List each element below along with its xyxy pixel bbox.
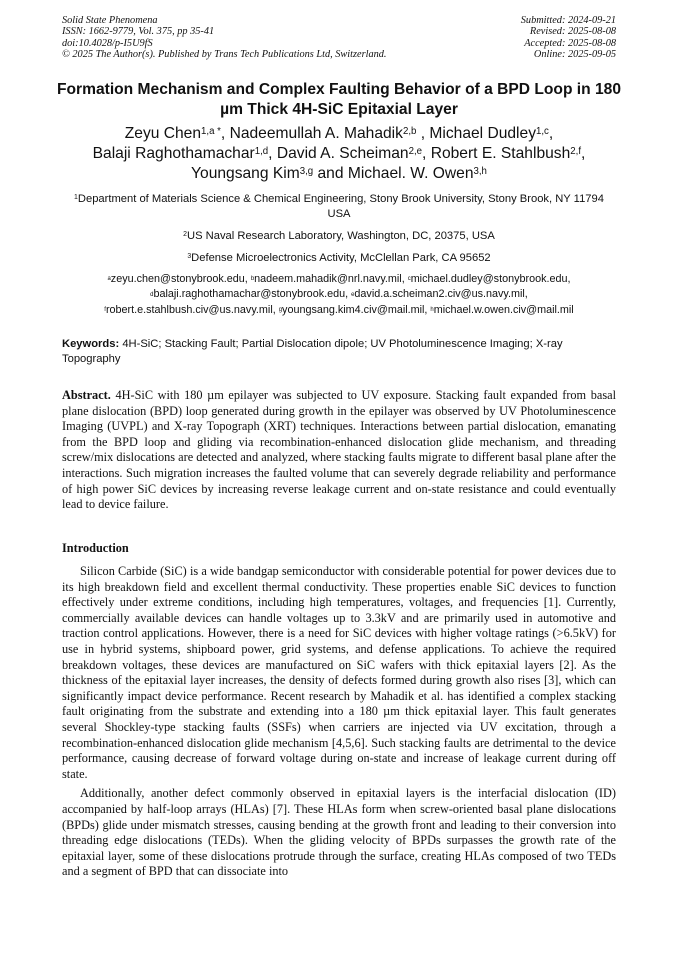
journal-header-right	[521, 15, 616, 61]
author: David A. Scheiman$^{2,e}$,	[276, 145, 431, 162]
submitted-date: Submitted: 2024-09-21	[520, 15, 616, 26]
email-link[interactable]: david.a.scheiman2.civ@us.navy.mil,	[354, 288, 528, 301]
introduction-body	[62, 564, 616, 880]
affiliation-3: $^3$Defense Microelectronics Activity, McClellan Park, CA 95652	[187, 252, 491, 264]
author: Nadeemullah A. Mahadik$^{2,b}$ ,	[229, 125, 430, 142]
affiliation-2: $^2$US Naval Research Laboratory, Washington, DC, 20375, USA	[183, 230, 495, 242]
email-link[interactable]: zeyu.chen@stonybrook.edu,	[110, 273, 251, 285]
email-link[interactable]: robert.e.stahlbush.civ@us.navy.mil,	[105, 303, 279, 316]
author: Michael. W. Owen$^{3,h}$	[347, 165, 487, 182]
keywords-text: 4H-SiC; Stacking Fault; Partial Dislocation dipole; UV Photoluminescence Imaging; X-ray Topography	[62, 338, 563, 366]
keywords-label: Keywords:	[62, 338, 120, 350]
keywords	[62, 337, 616, 368]
journal-doi: doi:10.4028/p-I5U9fS	[62, 37, 153, 49]
online-date: Online: 2025-09-05	[533, 49, 616, 61]
section-heading-introduction: Introduction	[62, 541, 129, 555]
email-link[interactable]: michael.w.owen.civ@mail.mil	[433, 303, 574, 316]
email-line: $^d$balaji.raghothamachar@stonybrook.edu, $^e$david.a.scheiman2.civ@us.navy.mil,	[150, 288, 528, 301]
abstract-label: Abstract.	[62, 388, 111, 402]
email-link[interactable]: nadeem.mahadik@nrl.navy.mil,	[254, 273, 408, 285]
email-line: $^f$robert.e.stahlbush.civ@us.navy.mil, $^g$youngsang.kim4.civ@mail.mil, $^h$michael.w.owen.civ@mail.mil	[104, 303, 574, 316]
email-link[interactable]: balaji.raghothamachar@stonybrook.edu,	[153, 288, 352, 301]
author: Balaji Raghothamachar$^{1,d}$,	[92, 145, 277, 162]
abstract-text: 4H-SiC with 180 µm epilayer was subjected to UV exposure. Stacking fault expanded from basal plane dislocation (BPD) loop generated during growth in the epilayer was observed by UV Photoluminescence Imaging (UVPL) and X-ray Topograph (XRT) techniques. Interactions between partial dislocation, emanating from the BPD loop and gliding via recombination-enhanced dislocation glide mechanism, and threading screw/mix dislocations are detected and analyzed, where stacking faults migrate to different basal plane after the interactions. Such migration increases the faulted volume that can severely degrade reliability and performance of high power SiC devices by increasing reverse leakage current and on-state resistance and could eventually lead to device failure.	[62, 388, 616, 512]
author: Zeyu Chen$^{1,a *}$,	[124, 125, 230, 142]
paragraph: Additionally, another defect commonly observed in epitaxial layers is the interfacial dislocation (ID) accompanied by half-loop arrays (HLAs) [7]. These HLAs form when screw-oriented basal plane dislocations (BPDs) glide under mismatch stresses, causing bending at the growth front and leading to their conversion into threading edge dislocations (TEDs). When the gliding velocity of BPDs surpasses the growth rate of the epitaxial layer, some of these dislocations protrude through the surface, creating HLAs composed of two TEDs and a segment of BPD that can dissociate into	[62, 786, 616, 879]
author: Michael Dudley$^{1,c}$,	[429, 125, 554, 142]
journal-issn: ISSN: 1662-9779, Vol. 375, pp 35-41	[62, 26, 215, 38]
email-line: $^a$zeyu.chen@stonybrook.edu, $^b$nadeem.mahadik@nrl.navy.mil, $^c$michael.dudley@stonybrook.edu,	[107, 273, 571, 285]
email-link[interactable]: youngsang.kim4.civ@mail.mil,	[282, 303, 431, 316]
journal-header-left	[62, 15, 386, 61]
author-list	[40, 124, 638, 184]
journal-name: Solid State Phenomena	[62, 15, 158, 26]
abstract	[62, 388, 616, 513]
author: Robert E. Stahlbush$^{2,f}$,	[430, 145, 586, 162]
author-emails	[62, 272, 616, 318]
accepted-date: Accepted: 2025-08-08	[524, 37, 616, 49]
email-link[interactable]: michael.dudley@stonybrook.edu,	[410, 273, 571, 285]
paragraph: Silicon Carbide (SiC) is a wide bandgap semiconductor with considerable potential for power devices due to its high breakdown field and excellent thermal conductivity. These properties enable SiC devices to function effectively under extreme conditions, including high temperatures, voltages, and frequencies [1]. Currently, commercially available devices can handle voltages up to 3.3kV and are primarily used in automotive and traction control applications. However, there is a need for SiC devices with higher voltage ratings (>6.5kV) for use in hybrid systems, shipboard power, grid systems, and defense applications. To achieve the required breakdown voltages, these devices are manufactured on SiC wafers with thick epitaxial layers [2]. As the thickness of the epitaxial layer increases, the density of defects formed during growth also rises [3], which can significantly impact device performance. Recent research by Mahadik et al. has identified a complex stacking fault originating from the substrate and extending into a 180 µm thick epitaxial layer. This fault generates several Shockley-type stacking faults (SSFs) when carriers are injected via UV excitation, through a recombination-enhanced dislocation glide mechanism [4,5,6]. Such stacking faults are detrimental to the device performance, causing decrease of forward voltage during on-state and increase of leakage current during off state.	[62, 564, 616, 781]
copyright-notice: © 2025 The Author(s). Published by Trans Tech Publications Ltd, Switzerland.	[62, 49, 387, 61]
author: Youngsang Kim$^{3,g}$ and	[191, 165, 348, 182]
revised-date: Revised: 2025-08-08	[529, 26, 616, 38]
paper-title: Formation Mechanism and Complex Faulting Behavior of a BPD Loop in 180 µm Thick 4H-SiC Epitaxial Layer	[56, 81, 622, 118]
affiliation-1: $^1$Department of Materials Science & Chemical Engineering, Stony Brook University, Stony Brook, NY 11794 USA	[74, 193, 604, 221]
